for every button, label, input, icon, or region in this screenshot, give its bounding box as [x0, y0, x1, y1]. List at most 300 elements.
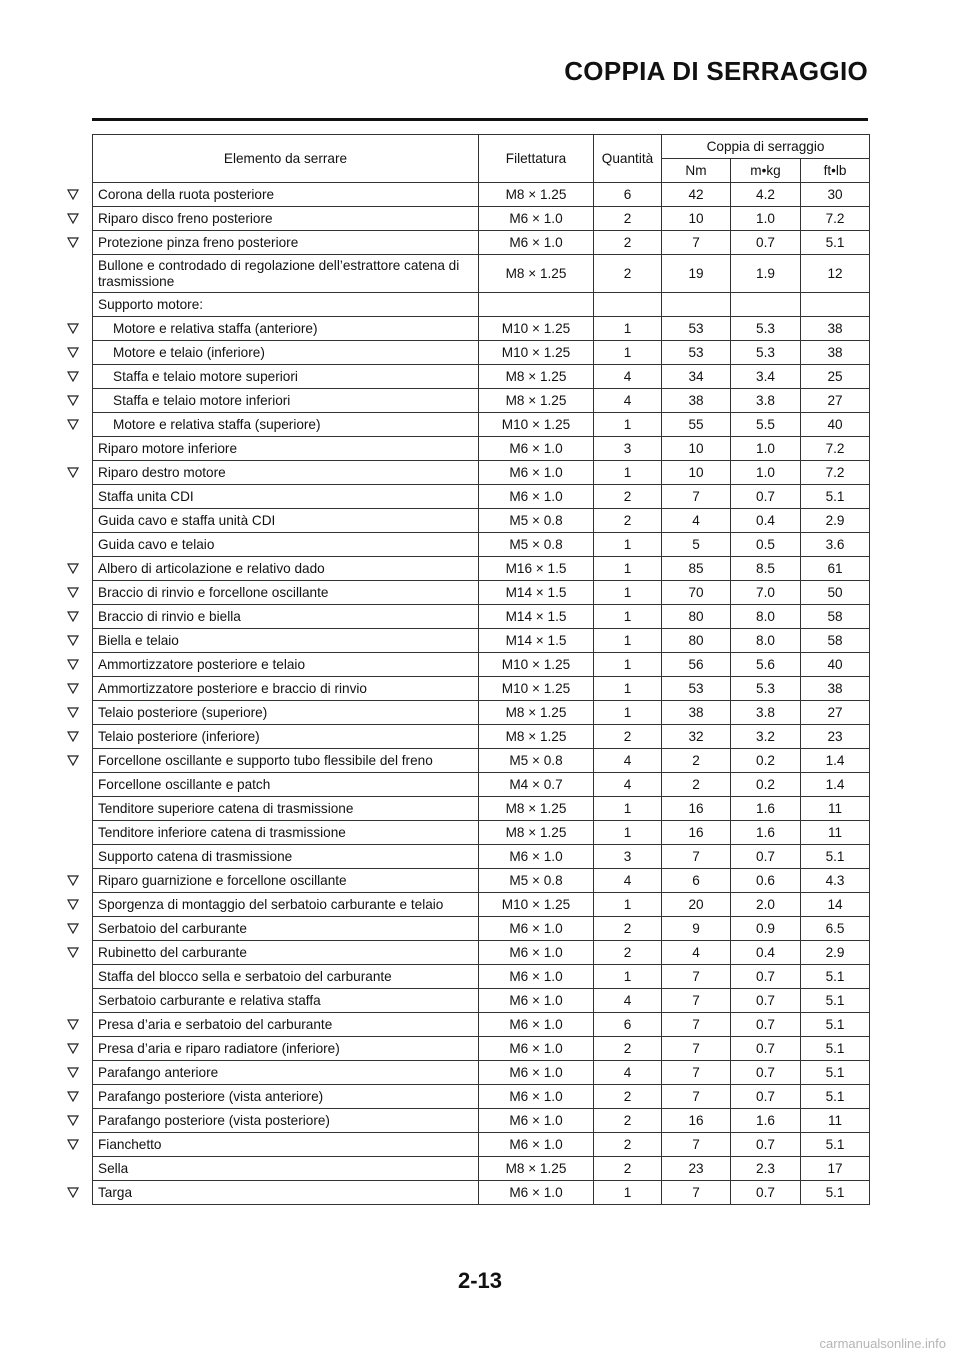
nm-cell [662, 293, 731, 317]
mkg-cell: 7.0 [731, 581, 801, 605]
nm-cell: 56 [662, 653, 731, 677]
ftlb-cell: 14 [801, 893, 870, 917]
table-row [93, 653, 870, 677]
mkg-cell: 0.7 [731, 485, 801, 509]
mkg-cell: 3.2 [731, 725, 801, 749]
quantity-cell: 1 [594, 557, 662, 581]
ftlb-cell: 11 [801, 1109, 870, 1133]
thread-cell: M6 × 1.0 [479, 1181, 594, 1205]
thread-cell: M6 × 1.0 [479, 437, 594, 461]
mkg-cell: 1.6 [731, 1109, 801, 1133]
triangle-marker-icon [67, 707, 79, 718]
nm-cell: 7 [662, 485, 731, 509]
ftlb-cell: 40 [801, 413, 870, 437]
element-name-cell: Staffa del blocco sella e serbatoio del carburante [93, 965, 479, 989]
quantity-cell: 4 [594, 365, 662, 389]
table-row [93, 293, 870, 317]
ftlb-cell: 2.9 [801, 509, 870, 533]
table-row [93, 821, 870, 845]
quantity-cell: 2 [594, 941, 662, 965]
nm-cell: 55 [662, 413, 731, 437]
ftlb-cell: 5.1 [801, 1013, 870, 1037]
mkg-cell: 0.7 [731, 1085, 801, 1109]
table-row [93, 677, 870, 701]
quantity-cell: 1 [594, 653, 662, 677]
ftlb-cell: 3.6 [801, 533, 870, 557]
mkg-cell: 1.6 [731, 797, 801, 821]
quantity-cell: 1 [594, 965, 662, 989]
triangle-marker-icon [67, 683, 79, 694]
mkg-cell: 0.2 [731, 749, 801, 773]
ftlb-cell: 58 [801, 605, 870, 629]
element-name-cell: Forcellone oscillante e supporto tubo flessibile del freno [93, 749, 479, 773]
thread-cell: M6 × 1.0 [479, 1013, 594, 1037]
thread-cell: M10 × 1.25 [479, 677, 594, 701]
element-name-cell: Braccio di rinvio e forcellone oscillante [93, 581, 479, 605]
ftlb-cell: 5.1 [801, 231, 870, 255]
thread-cell: M8 × 1.25 [479, 821, 594, 845]
nm-cell: 5 [662, 533, 731, 557]
element-name-cell: Guida cavo e telaio [93, 533, 479, 557]
ftlb-cell: 7.2 [801, 437, 870, 461]
ftlb-cell: 38 [801, 317, 870, 341]
table-row [93, 989, 870, 1013]
thread-cell: M6 × 1.0 [479, 917, 594, 941]
ftlb-cell: 27 [801, 701, 870, 725]
quantity-cell: 1 [594, 677, 662, 701]
mkg-cell: 5.3 [731, 677, 801, 701]
triangle-marker-icon [67, 875, 79, 886]
nm-cell: 7 [662, 1013, 731, 1037]
ftlb-cell: 1.4 [801, 749, 870, 773]
ftlb-cell: 61 [801, 557, 870, 581]
quantity-cell: 4 [594, 869, 662, 893]
nm-cell: 32 [662, 725, 731, 749]
nm-cell: 16 [662, 797, 731, 821]
table-row [93, 365, 870, 389]
ftlb-cell: 1.4 [801, 773, 870, 797]
mkg-cell: 0.7 [731, 845, 801, 869]
thread-cell: M8 × 1.25 [479, 701, 594, 725]
ftlb-cell: 17 [801, 1157, 870, 1181]
mkg-cell: 0.7 [731, 231, 801, 255]
thread-cell: M6 × 1.0 [479, 1109, 594, 1133]
triangle-marker-icon [67, 1187, 79, 1198]
ftlb-cell: 50 [801, 581, 870, 605]
quantity-cell: 2 [594, 1085, 662, 1109]
thread-cell: M6 × 1.0 [479, 965, 594, 989]
header-element: Elemento da serrare [93, 135, 479, 183]
ftlb-cell: 5.1 [801, 1061, 870, 1085]
table-row [93, 941, 870, 965]
ftlb-cell: 2.9 [801, 941, 870, 965]
table-row [93, 1181, 870, 1205]
table-row [93, 701, 870, 725]
thread-cell: M5 × 0.8 [479, 869, 594, 893]
nm-cell: 4 [662, 941, 731, 965]
table-row [93, 389, 870, 413]
thread-cell: M6 × 1.0 [479, 1037, 594, 1061]
table-row [93, 797, 870, 821]
mkg-cell: 0.7 [731, 1061, 801, 1085]
triangle-marker-icon [67, 189, 79, 200]
thread-cell: M14 × 1.5 [479, 605, 594, 629]
mkg-cell: 5.3 [731, 341, 801, 365]
ftlb-cell: 4.3 [801, 869, 870, 893]
element-name-cell: Albero di articolazione e relativo dado [93, 557, 479, 581]
triangle-marker-icon [67, 731, 79, 742]
thread-cell: M8 × 1.25 [479, 255, 594, 293]
table-row [93, 581, 870, 605]
thread-cell: M8 × 1.25 [479, 725, 594, 749]
quantity-cell: 3 [594, 437, 662, 461]
mkg-cell: 1.0 [731, 437, 801, 461]
table-row [93, 533, 870, 557]
triangle-marker-icon [67, 611, 79, 622]
mkg-cell: 5.6 [731, 653, 801, 677]
triangle-marker-icon [67, 1115, 79, 1126]
element-name-cell: Guida cavo e staffa unità CDI [93, 509, 479, 533]
header-mkg: m•kg [731, 159, 801, 183]
table-row [93, 317, 870, 341]
element-name-cell: Motore e relativa staffa (superiore) [93, 413, 479, 437]
nm-cell: 2 [662, 773, 731, 797]
ftlb-cell: 5.1 [801, 989, 870, 1013]
nm-cell: 38 [662, 389, 731, 413]
element-name-cell: Serbatoio carburante e relativa staffa [93, 989, 479, 1013]
thread-cell: M14 × 1.5 [479, 629, 594, 653]
nm-cell: 80 [662, 605, 731, 629]
triangle-marker-icon [67, 467, 79, 478]
mkg-cell: 1.0 [731, 461, 801, 485]
nm-cell: 7 [662, 965, 731, 989]
table-row [93, 845, 870, 869]
ftlb-cell: 5.1 [801, 845, 870, 869]
ftlb-cell: 11 [801, 797, 870, 821]
thread-cell: M5 × 0.8 [479, 533, 594, 557]
thread-cell: M14 × 1.5 [479, 581, 594, 605]
ftlb-cell: 40 [801, 653, 870, 677]
mkg-cell: 0.2 [731, 773, 801, 797]
element-name-cell: Forcellone oscillante e patch [93, 773, 479, 797]
page-number: 2-13 [457, 1268, 503, 1293]
thread-cell: M6 × 1.0 [479, 231, 594, 255]
table-row [93, 341, 870, 365]
thread-cell: M6 × 1.0 [479, 207, 594, 231]
nm-cell: 38 [662, 701, 731, 725]
ftlb-cell: 6.5 [801, 917, 870, 941]
quantity-cell: 1 [594, 533, 662, 557]
table-row [93, 605, 870, 629]
table-row [93, 557, 870, 581]
quantity-cell: 4 [594, 389, 662, 413]
table-row [93, 917, 870, 941]
quantity-cell: 4 [594, 1061, 662, 1085]
title-divider [92, 118, 868, 121]
table-row [93, 1109, 870, 1133]
mkg-cell: 0.4 [731, 941, 801, 965]
element-name-cell: Motore e telaio (inferiore) [93, 341, 479, 365]
mkg-cell: 0.7 [731, 989, 801, 1013]
element-name-cell: Telaio posteriore (superiore) [93, 701, 479, 725]
table-row [93, 207, 870, 231]
mkg-cell: 8.5 [731, 557, 801, 581]
quantity-cell: 1 [594, 893, 662, 917]
quantity-cell: 1 [594, 413, 662, 437]
thread-cell: M10 × 1.25 [479, 413, 594, 437]
triangle-marker-icon [67, 899, 79, 910]
element-name-cell: Presa d’aria e riparo radiatore (inferiore) [93, 1037, 479, 1061]
quantity-cell: 1 [594, 701, 662, 725]
table-row [93, 413, 870, 437]
quantity-cell: 1 [594, 797, 662, 821]
quantity-cell: 1 [594, 821, 662, 845]
quantity-cell: 1 [594, 317, 662, 341]
nm-cell: 7 [662, 845, 731, 869]
table-row [93, 893, 870, 917]
element-name-cell: Sella [93, 1157, 479, 1181]
thread-cell: M6 × 1.0 [479, 1085, 594, 1109]
element-name-cell: Ammortizzatore posteriore e braccio di rinvio [93, 677, 479, 701]
mkg-cell [731, 293, 801, 317]
element-name-cell: Presa d’aria e serbatoio del carburante [93, 1013, 479, 1037]
mkg-cell: 0.7 [731, 1133, 801, 1157]
nm-cell: 70 [662, 581, 731, 605]
element-name-cell: Parafango posteriore (vista posteriore) [93, 1109, 479, 1133]
element-name-cell: Parafango anteriore [93, 1061, 479, 1085]
nm-cell: 34 [662, 365, 731, 389]
element-name-cell: Motore e relativa staffa (anteriore) [93, 317, 479, 341]
mkg-cell: 5.3 [731, 317, 801, 341]
header-ftlb: ft•lb [801, 159, 870, 183]
table-row [93, 1085, 870, 1109]
element-name-cell: Ammortizzatore posteriore e telaio [93, 653, 479, 677]
mkg-cell: 3.4 [731, 365, 801, 389]
quantity-cell [594, 293, 662, 317]
nm-cell: 7 [662, 989, 731, 1013]
mkg-cell: 0.7 [731, 1037, 801, 1061]
quantity-cell: 4 [594, 989, 662, 1013]
thread-cell: M6 × 1.0 [479, 989, 594, 1013]
mkg-cell: 0.9 [731, 917, 801, 941]
triangle-marker-icon [67, 923, 79, 934]
table-row [93, 183, 870, 207]
mkg-cell: 0.6 [731, 869, 801, 893]
mkg-cell: 5.5 [731, 413, 801, 437]
nm-cell: 2 [662, 749, 731, 773]
table-row [93, 1133, 870, 1157]
triangle-marker-icon [67, 587, 79, 598]
triangle-marker-icon [67, 1043, 79, 1054]
element-name-cell: Biella e telaio [93, 629, 479, 653]
quantity-cell: 2 [594, 917, 662, 941]
thread-cell: M8 × 1.25 [479, 183, 594, 207]
quantity-cell: 4 [594, 773, 662, 797]
header-nm: Nm [662, 159, 731, 183]
table-row [93, 749, 870, 773]
nm-cell: 85 [662, 557, 731, 581]
quantity-cell: 1 [594, 605, 662, 629]
nm-cell: 80 [662, 629, 731, 653]
thread-cell: M8 × 1.25 [479, 389, 594, 413]
element-name-cell: Protezione pinza freno posteriore [93, 231, 479, 255]
thread-cell: M5 × 0.8 [479, 749, 594, 773]
mkg-cell: 2.3 [731, 1157, 801, 1181]
element-name-cell: Corona della ruota posteriore [93, 183, 479, 207]
element-name-cell: Supporto motore: [93, 293, 479, 317]
quantity-cell: 6 [594, 183, 662, 207]
ftlb-cell: 30 [801, 183, 870, 207]
nm-cell: 42 [662, 183, 731, 207]
nm-cell: 7 [662, 1061, 731, 1085]
element-name-cell: Braccio di rinvio e biella [93, 605, 479, 629]
header-quantity: Quantità [594, 135, 662, 183]
thread-cell: M6 × 1.0 [479, 1061, 594, 1085]
nm-cell: 10 [662, 461, 731, 485]
table-row [93, 1157, 870, 1181]
thread-cell: M6 × 1.0 [479, 941, 594, 965]
ftlb-cell: 12 [801, 255, 870, 293]
ftlb-cell: 38 [801, 677, 870, 701]
table-row [93, 255, 870, 293]
ftlb-cell: 27 [801, 389, 870, 413]
nm-cell: 7 [662, 1037, 731, 1061]
quantity-cell: 2 [594, 509, 662, 533]
table-row [93, 485, 870, 509]
table-row [93, 725, 870, 749]
triangle-marker-icon [67, 659, 79, 670]
table-row [93, 773, 870, 797]
table-row [93, 1061, 870, 1085]
nm-cell: 7 [662, 1181, 731, 1205]
ftlb-cell: 7.2 [801, 461, 870, 485]
nm-cell: 4 [662, 509, 731, 533]
table-row [93, 869, 870, 893]
quantity-cell: 2 [594, 1109, 662, 1133]
ftlb-cell: 5.1 [801, 1181, 870, 1205]
torque-table-body [93, 183, 870, 1205]
ftlb-cell: 5.1 [801, 1085, 870, 1109]
quantity-cell: 1 [594, 629, 662, 653]
table-row [93, 231, 870, 255]
triangle-marker-icon [67, 1091, 79, 1102]
nm-cell: 9 [662, 917, 731, 941]
thread-cell [479, 293, 594, 317]
triangle-marker-icon [67, 347, 79, 358]
mkg-cell: 2.0 [731, 893, 801, 917]
quantity-cell: 1 [594, 1181, 662, 1205]
thread-cell: M8 × 1.25 [479, 365, 594, 389]
header-torque-group: Coppia di serraggio [662, 135, 870, 159]
quantity-cell: 2 [594, 1157, 662, 1181]
thread-cell: M6 × 1.0 [479, 845, 594, 869]
element-name-cell: Staffa e telaio motore inferiori [93, 389, 479, 413]
ftlb-cell: 38 [801, 341, 870, 365]
thread-cell: M6 × 1.0 [479, 1133, 594, 1157]
element-name-cell: Fianchetto [93, 1133, 479, 1157]
table-row [93, 629, 870, 653]
mkg-cell: 1.9 [731, 255, 801, 293]
quantity-cell: 2 [594, 1037, 662, 1061]
ftlb-cell: 58 [801, 629, 870, 653]
header-thread: Filettatura [479, 135, 594, 183]
quantity-cell: 2 [594, 1133, 662, 1157]
element-name-cell: Sporgenza di montaggio del serbatoio carburante e telaio [93, 893, 479, 917]
ftlb-cell [801, 293, 870, 317]
triangle-marker-icon [67, 371, 79, 382]
table-row [93, 1013, 870, 1037]
nm-cell: 7 [662, 1133, 731, 1157]
element-name-cell: Tenditore inferiore catena di trasmissione [93, 821, 479, 845]
mkg-cell: 0.7 [731, 965, 801, 989]
quantity-cell: 3 [594, 845, 662, 869]
thread-cell: M4 × 0.7 [479, 773, 594, 797]
ftlb-cell: 7.2 [801, 207, 870, 231]
element-name-cell: Riparo disco freno posteriore [93, 207, 479, 231]
triangle-marker-icon [67, 323, 79, 334]
element-name-cell: Parafango posteriore (vista anteriore) [93, 1085, 479, 1109]
triangle-marker-icon [67, 213, 79, 224]
nm-cell: 19 [662, 255, 731, 293]
triangle-marker-icon [67, 1067, 79, 1078]
element-name-cell: Staffa e telaio motore superiori [93, 365, 479, 389]
element-name-cell: Bullone e controdado di regolazione dell’estrattore catena di trasmissione [93, 255, 479, 293]
quantity-cell: 1 [594, 581, 662, 605]
nm-cell: 10 [662, 437, 731, 461]
thread-cell: M10 × 1.25 [479, 341, 594, 365]
triangle-marker-icon [67, 395, 79, 406]
quantity-cell: 2 [594, 255, 662, 293]
quantity-cell: 2 [594, 485, 662, 509]
thread-cell: M6 × 1.0 [479, 461, 594, 485]
table-row [93, 1037, 870, 1061]
table-row [93, 509, 870, 533]
element-name-cell: Rubinetto del carburante [93, 941, 479, 965]
triangle-marker-icon [67, 1019, 79, 1030]
watermark: carmanualsonline.info [819, 1336, 946, 1351]
mkg-cell: 0.7 [731, 1013, 801, 1037]
mkg-cell: 0.4 [731, 509, 801, 533]
mkg-cell: 3.8 [731, 389, 801, 413]
triangle-marker-icon [67, 563, 79, 574]
nm-cell: 20 [662, 893, 731, 917]
quantity-cell: 6 [594, 1013, 662, 1037]
element-name-cell: Staffa unita CDI [93, 485, 479, 509]
element-name-cell: Tenditore superiore catena di trasmissione [93, 797, 479, 821]
ftlb-cell: 5.1 [801, 1037, 870, 1061]
mkg-cell: 0.7 [731, 1181, 801, 1205]
quantity-cell: 1 [594, 341, 662, 365]
nm-cell: 7 [662, 1085, 731, 1109]
nm-cell: 53 [662, 317, 731, 341]
triangle-marker-icon [67, 419, 79, 430]
table-row [93, 437, 870, 461]
element-name-cell: Targa [93, 1181, 479, 1205]
mkg-cell: 8.0 [731, 605, 801, 629]
page-title: COPPIA DI SERRAGGIO [564, 56, 868, 86]
triangle-marker-icon [67, 1139, 79, 1150]
nm-cell: 53 [662, 341, 731, 365]
quantity-cell: 2 [594, 231, 662, 255]
mkg-cell: 1.6 [731, 821, 801, 845]
torque-table [92, 134, 870, 1205]
mkg-cell: 4.2 [731, 183, 801, 207]
mkg-cell: 1.0 [731, 207, 801, 231]
mkg-cell: 8.0 [731, 629, 801, 653]
nm-cell: 7 [662, 231, 731, 255]
mkg-cell: 0.5 [731, 533, 801, 557]
ftlb-cell: 5.1 [801, 1133, 870, 1157]
